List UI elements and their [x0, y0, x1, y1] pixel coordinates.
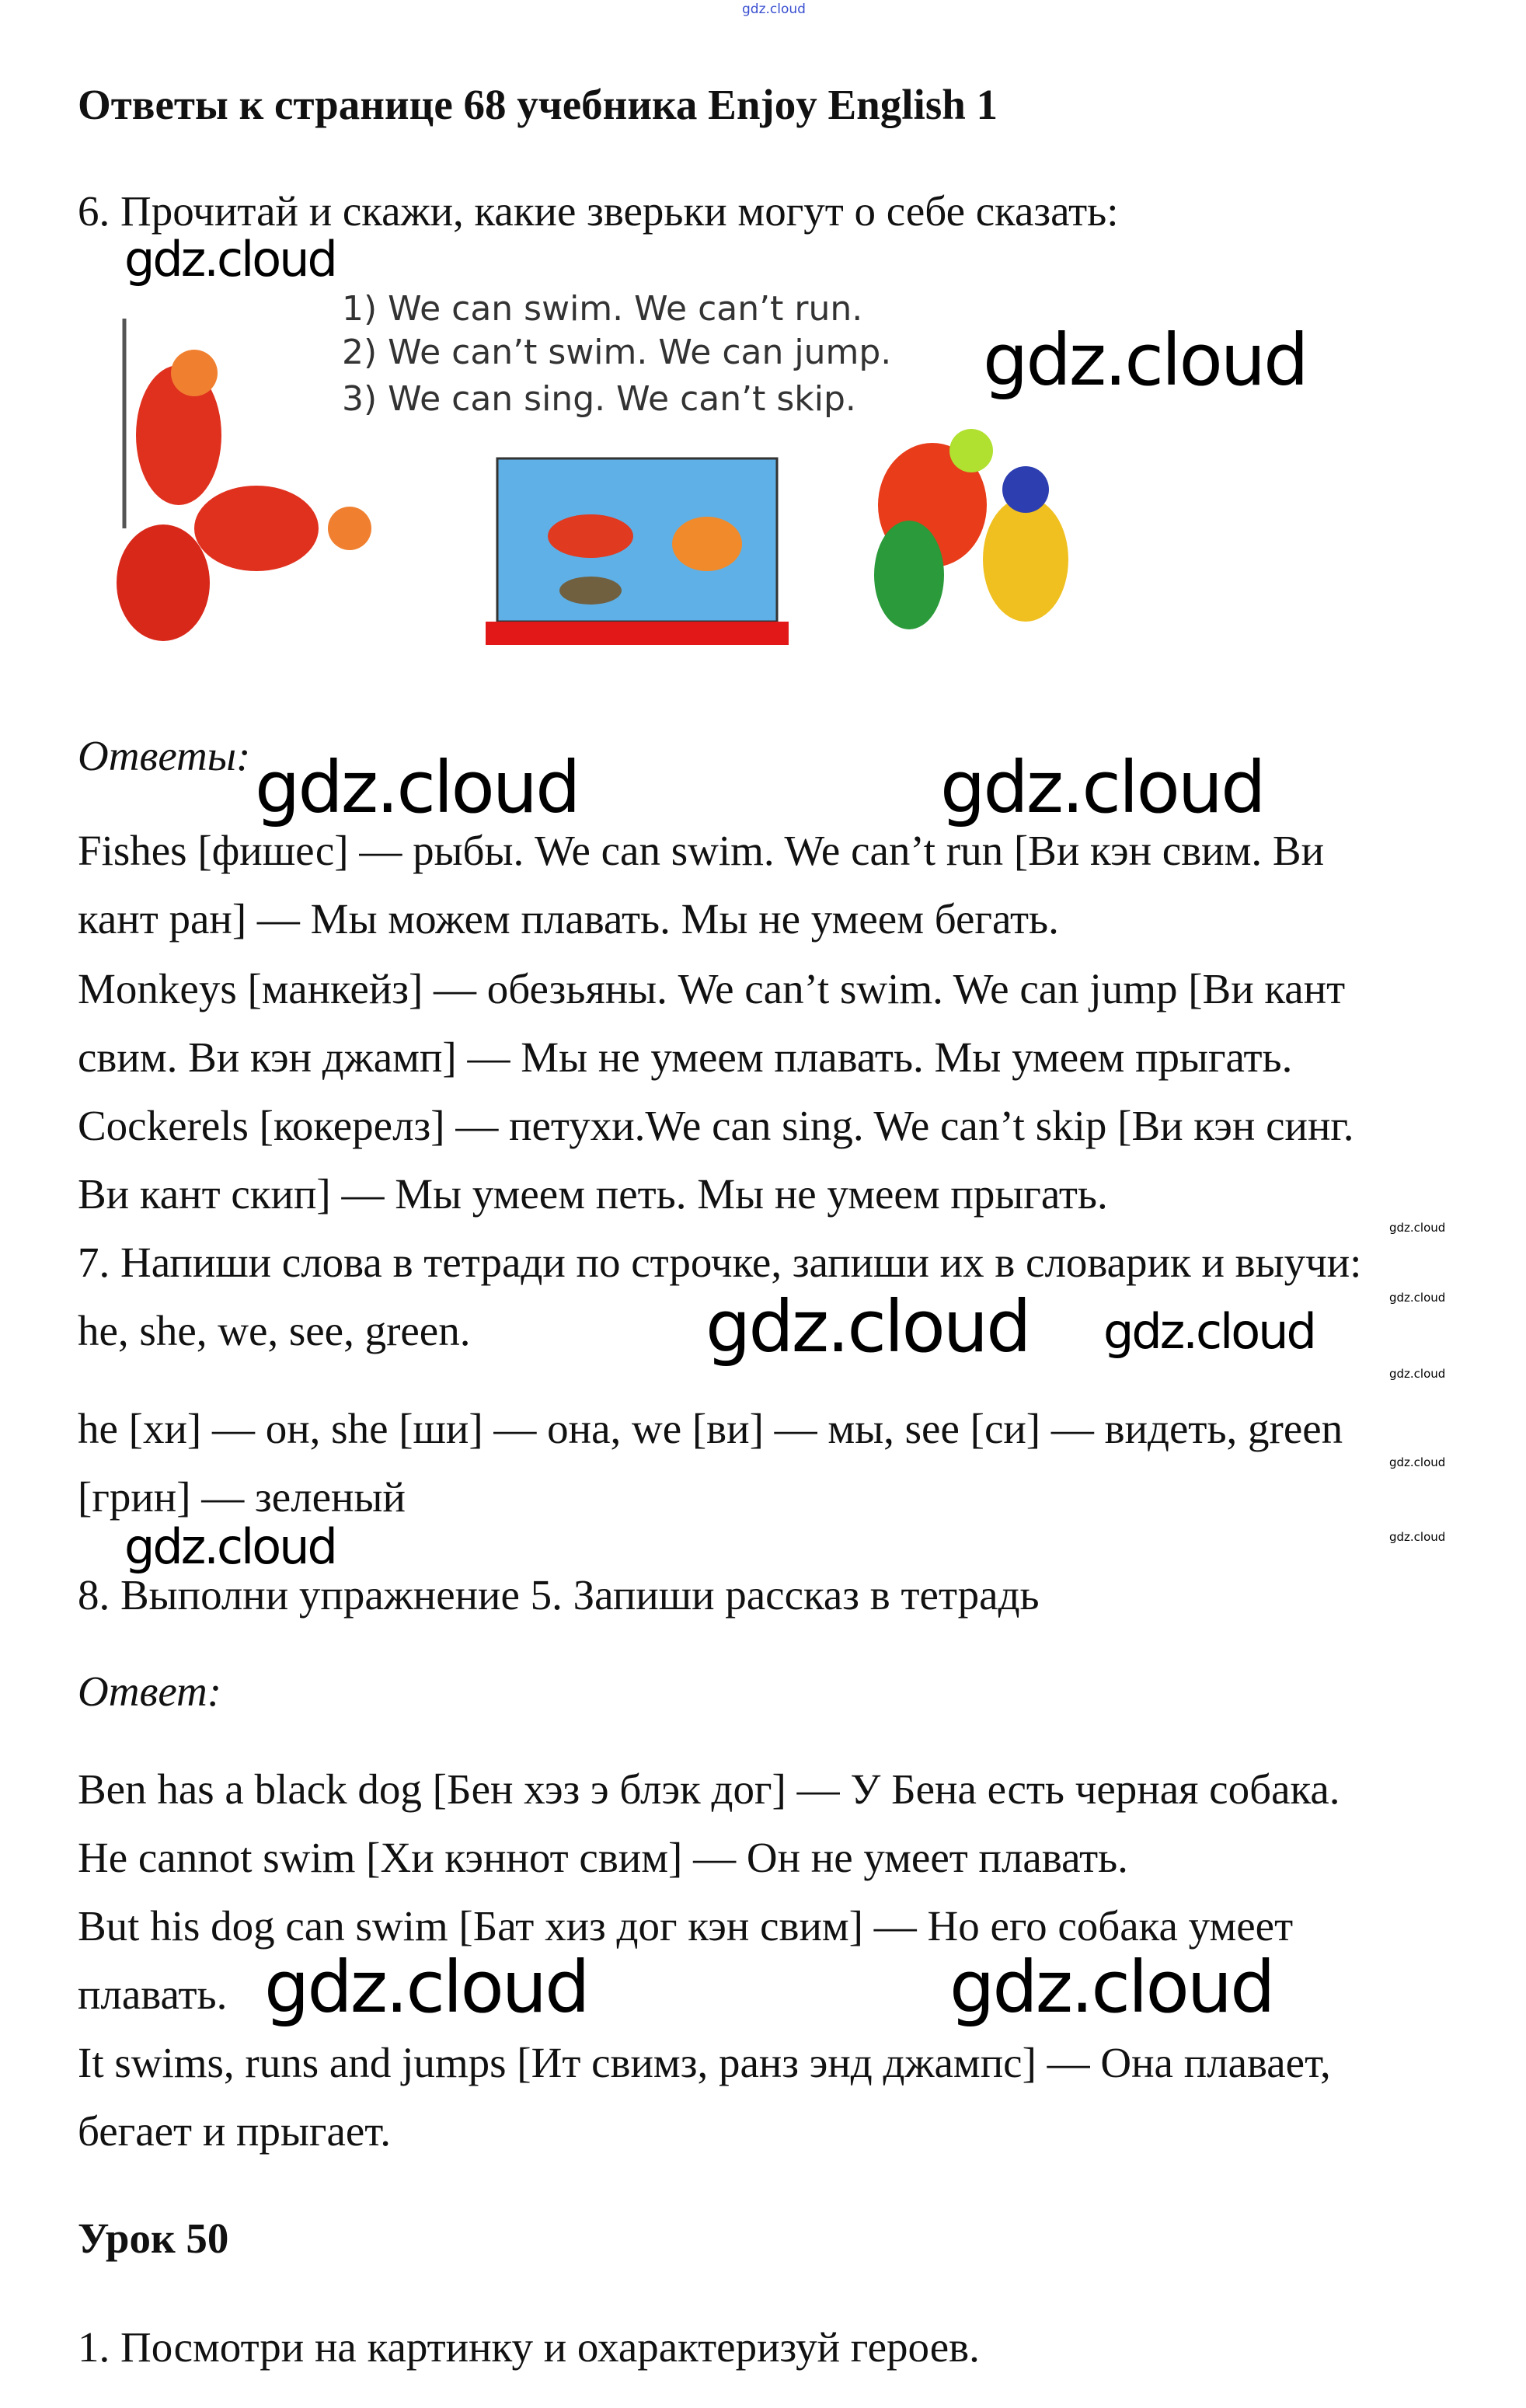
answer-line: he [хи] — он, she [ши] — она, we [ви] — мы, see [си] — видеть, green — [78, 1405, 1343, 1452]
watermark: gdz.cloud — [706, 1285, 1030, 1368]
task7-words: he, she, we, see, green. — [78, 1307, 471, 1354]
answer-line: Ben has a black dog [Бен хэз э блэк дог] — У Бена есть черная собака. — [78, 1765, 1340, 1813]
answer-line: плавать. — [78, 1971, 228, 2018]
answer-line: Monkeys [манкейз] — обезьяны. We can’t swim. We can jump [Ви кант — [78, 965, 1346, 1012]
top-watermark: gdz.cloud — [742, 2, 806, 17]
watermark: gdz.cloud — [1389, 1530, 1446, 1544]
watermark: gdz.cloud — [255, 746, 579, 829]
answer-line: Cockerels [кокерелз] — петухи.We can sing. We can’t skip [Ви кэн синг. — [78, 1102, 1354, 1149]
answer-line: кант ран] — Мы можем плавать. Мы не умеем бегать. — [78, 895, 1059, 943]
watermark: gdz.cloud — [1389, 1367, 1446, 1381]
watermark: gdz.cloud — [1103, 1303, 1315, 1360]
answer-line: It swims, runs and jumps [Ит свимз, ранз энд джампс] — Она плавает, — [78, 2039, 1331, 2086]
watermark: gdz.cloud — [949, 1946, 1273, 2029]
answer-line: [грин] — зеленый — [78, 1473, 406, 1521]
lesson-task1: 1. Посмотри на картинку и охарактеризуй героев. — [78, 2323, 980, 2371]
answer-line: But his dog can swim [Бат хиз дог кэн свим] — Но его собака умеет — [78, 1902, 1294, 1950]
watermark: gdz.cloud — [124, 231, 336, 287]
answer-line: бегает и прыгает. — [78, 2107, 391, 2155]
aquarium-image — [486, 458, 789, 645]
lesson-heading: Урок 50 — [78, 2215, 229, 2262]
task8-prompt: 8. Выполни упражнение 5. Запиши рассказ в тетрадь — [78, 1571, 1040, 1619]
cockerels-image — [874, 429, 1068, 629]
watermark: gdz.cloud — [1389, 1455, 1446, 1469]
answers-label: Ответы: — [78, 732, 251, 779]
page-title: Ответы к странице 68 учебника Enjoy English 1 — [78, 81, 998, 128]
watermark: gdz.cloud — [1389, 1291, 1446, 1305]
watermark: gdz.cloud — [1389, 1221, 1446, 1235]
exercise-line: 3) We can sing. We can’t skip. — [342, 379, 856, 419]
answer-line: Fishes [фишес] — рыбы. We can swim. We can’t run [Ви кэн свим. Ви — [78, 827, 1325, 874]
answer-line: Ви кант скип] — Мы умеем петь. Мы не умеем прыгать. — [78, 1170, 1108, 1218]
answer-label: Ответ: — [78, 1667, 222, 1715]
task6-prompt: 6. Прочитай и скажи, какие зверьки могут о себе сказать: — [78, 187, 1119, 235]
watermark: gdz.cloud — [124, 1518, 336, 1575]
watermark: gdz.cloud — [983, 319, 1307, 402]
monkeys-image — [117, 319, 371, 641]
task7-prompt: 7. Напиши слова в тетради по строчке, запиши их в словарик и выучи: — [78, 1239, 1362, 1286]
answer-line: He cannot swim [Хи кэннот свим] — Он не умеет плавать. — [78, 1834, 1128, 1881]
exercise-line: 2) We can’t swim. We can jump. — [342, 333, 892, 372]
watermark: gdz.cloud — [264, 1946, 588, 2029]
answer-line: свим. Ви кэн джамп] — Мы не умеем плавать. Мы умеем прыгать. — [78, 1033, 1293, 1081]
watermark: gdz.cloud — [940, 746, 1264, 829]
exercise-line: 1) We can swim. We can’t run. — [342, 289, 863, 329]
